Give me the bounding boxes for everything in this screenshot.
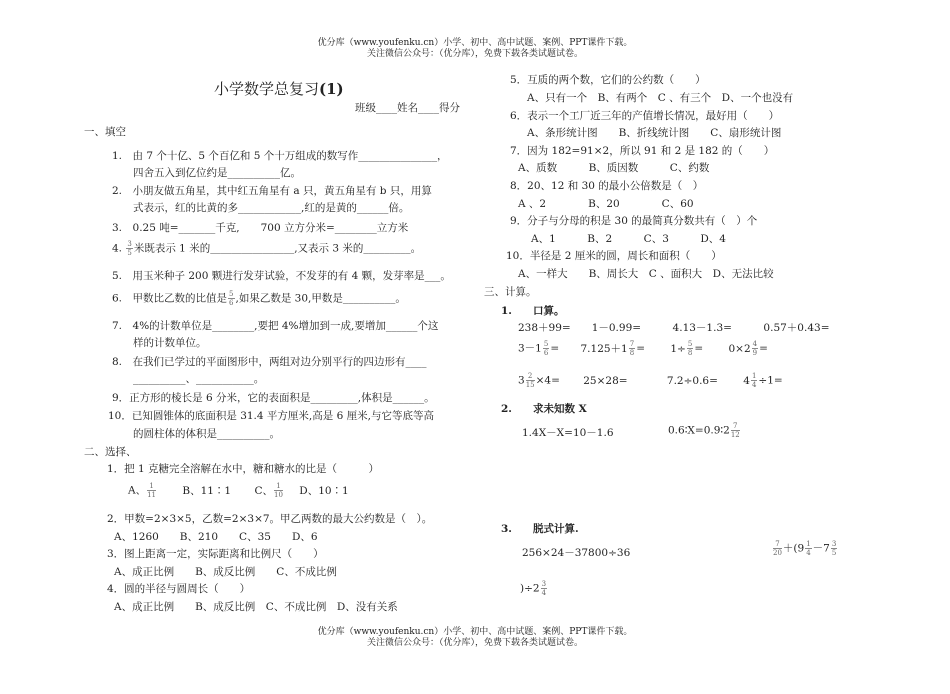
fraction-numerator: 3 — [831, 540, 837, 548]
fill-q8-line1: 8. 在我们已学过的平面图形中，两组对边分别平行的四边形有____ — [112, 356, 427, 368]
fill-q4-fraction — [126, 240, 132, 257]
calc-e2-text-1: ＋(9 — [782, 542, 805, 555]
calc-r3d-whole: 4 — [743, 374, 750, 387]
calc-e2-text-2: －7 — [812, 542, 830, 555]
calc-unknown-heading: 2. 求未知数 X — [501, 403, 587, 415]
calc-equation-1: 1.4X－X=10－1.6 — [522, 427, 614, 439]
fill-q3: 3. 0.25 吨=_______千克, 700 立方分米=________立方米 — [112, 222, 409, 234]
fraction-denominator: 4 — [806, 549, 811, 557]
calc-r2d-equals: = — [759, 342, 768, 355]
fraction-numerator: 7 — [773, 540, 782, 549]
fraction-numerator: 5 — [229, 290, 234, 298]
fill-q5: 5. 用玉米种子 200 颗进行发芽试验，不发芽的有 4 颗，发芽率是___。 — [112, 270, 451, 282]
student-info-line: 班级____姓名____得分 — [355, 102, 460, 114]
fraction-denominator: 6 — [543, 349, 549, 357]
choice-q5: 5．互质的两个数，它们的公约数（ ） — [510, 74, 706, 86]
fraction-denominator: 11 — [147, 491, 157, 499]
calc-r2b-fraction — [629, 340, 635, 357]
choice-q10-options: A、一样大 B、周长大 C 、面积大 D、无法比较 — [518, 268, 774, 280]
fraction-numerator: 3 — [127, 240, 132, 248]
choice-q1-option-c-label: C、 — [254, 484, 274, 497]
choice-q1: 1．把 1 克糖完全溶解在水中，糖和糖水的比是（ ） — [107, 463, 380, 475]
fraction-numerator: 7 — [629, 340, 635, 348]
choice-q6: 6．表示一个工厂近三年的产值增长情况，最好用（ ） — [510, 110, 780, 122]
calc-r3a-rest: ×4= — [535, 374, 560, 387]
calc-r2c-fraction — [687, 340, 693, 357]
header-line-2: 关注微信公众号：（优分库），免费下载各类试题试卷。 — [366, 49, 583, 59]
fraction-numerator: 5 — [687, 340, 693, 348]
fill-q6-text-post: ,如果乙数是 30,甲数是__________。 — [235, 292, 406, 305]
fill-q6 — [112, 290, 406, 307]
fill-q4 — [112, 240, 421, 257]
fraction-numerator: 1 — [806, 540, 811, 548]
choice-q10: 10．半径是 2 厘米的圆，周长和面积（ ） — [506, 250, 722, 262]
calc-r2d-whole: 0×2 — [728, 342, 751, 355]
title-number: (1) — [319, 80, 344, 98]
fill-q7-line1: 7. 4%的计数单位是________,要把 4%增加到一成,要增加______个这 — [112, 320, 439, 332]
choice-q8-options: A 、2 B、20 C、60 — [518, 198, 694, 210]
fill-q6-text-pre: 6. 甲数比乙数的比值是 — [112, 292, 228, 305]
calc-e2-fraction-3 — [831, 540, 837, 557]
fraction-denominator: 6 — [229, 299, 234, 307]
header-line-1: 优分库（www.youfenku.cn）小学、初中、高中试题、案例、PPT课件下载。 — [317, 38, 633, 48]
choice-q2-options: A、1260 B、210 C、35 D、6 — [114, 531, 318, 543]
section-choice-heading: 二、选择、 — [84, 446, 137, 458]
choice-q9: 9．分子与分母的积是 30 的最简真分数共有（ ）个 — [510, 215, 758, 227]
choice-q5-options: A、只有一个 B、有两个 C 、有三个 D、一个也没有 — [527, 92, 794, 104]
fraction-numerator: 7 — [731, 422, 740, 431]
choice-q1-option-d: D、10∶1 — [299, 484, 349, 497]
footer-line-1: 优分库（www.youfenku.cn）小学、初中、高中试题、案例、PPT课件下载。 — [317, 627, 633, 637]
calc-expression-2-cont — [520, 580, 548, 597]
fill-q1-line2: 四舍五入到亿位约是__________亿。 — [133, 167, 301, 179]
fill-q2-line1: 2. 小朋友做五角星，其中红五角星有 a 只，黄五角星有 b 只，用算 — [112, 185, 432, 197]
fraction-numerator: 1 — [274, 482, 283, 491]
fraction-denominator: 4 — [751, 381, 757, 389]
fraction-numerator: 5 — [543, 340, 549, 348]
fill-q4-text: 米既表示 1 米的________________,又表示 3 米的_________。 — [133, 242, 422, 255]
calc-row-1: 238＋99= 1－0.99= 4.13－1.3= 0.57＋0.43= — [518, 322, 830, 334]
fraction-denominator: 5 — [127, 249, 132, 257]
choice-q9-options: A、1 B、2 C、3 D、4 — [531, 233, 726, 245]
fraction-numerator: 4 — [752, 340, 758, 348]
fill-q1-line1: 1. 由 7 个十亿、5 个百亿和 5 个十万组成的数写作_______________， — [112, 150, 448, 162]
choice-q1-option-b: B、11∶1 — [182, 484, 232, 497]
choice-q4: 4．圆的半径与圆周长（ ） — [107, 583, 251, 595]
calc-r2b-equals: = — [636, 342, 646, 355]
fraction-denominator: 5 — [831, 549, 837, 557]
calc-e3-fraction — [541, 580, 547, 597]
fraction-numerator: 2 — [526, 372, 535, 381]
calc-r3c: 7.2÷0.6= — [666, 374, 718, 387]
fill-q6-fraction — [228, 290, 234, 307]
choice-q1-option-a-fraction — [147, 482, 156, 499]
fraction-denominator: 15 — [525, 381, 535, 389]
fill-q10-line2: 的圆柱体的体积是__________。 — [133, 428, 280, 440]
choice-q2: 2．甲数=2×3×5，乙数=2×3×7。甲乙两数的最大公约数是（ ）。 — [107, 513, 433, 525]
fraction-denominator: 20 — [773, 549, 782, 557]
fraction-numerator: 1 — [147, 482, 156, 491]
choice-q1-option-a-label: A、 — [128, 484, 147, 497]
calc-r2b-whole: 7.125＋1 — [580, 342, 628, 355]
calc-r3d-fraction — [751, 372, 757, 389]
calc-e2-fraction-2 — [805, 540, 811, 557]
fill-q4-number: 4. — [112, 242, 123, 255]
choice-q3: 3．图上距离一定，实际距离和比例尺（ ） — [107, 548, 324, 560]
choice-q4-options: A、成正比例 B、成反比例 C、不成比例 D、没有关系 — [114, 601, 398, 613]
choice-q8: 8．20、12 和 30 的最小公倍数是（ ） — [510, 180, 704, 192]
fraction-denominator: 12 — [730, 431, 740, 439]
calc-r3a-fraction — [526, 372, 535, 389]
choice-q1-options — [128, 482, 349, 499]
choice-q6-options: A、条形统计图 B、折线统计图 C、扇形统计图 — [527, 127, 782, 139]
calc-r2a-fraction — [543, 340, 549, 357]
calc-r2a-whole: 3－1 — [518, 342, 542, 355]
fraction-denominator: 8 — [687, 349, 693, 357]
calc-expression-heading: 3. 脱式计算. — [501, 523, 579, 535]
fraction-denominator: 10 — [274, 491, 283, 499]
calc-equation-2 — [668, 422, 741, 439]
calc-e2-fraction-1 — [773, 540, 782, 557]
choice-q1-option-c-fraction — [274, 482, 283, 499]
calc-row-2 — [518, 340, 768, 357]
fraction-numerator: 3 — [541, 580, 547, 588]
calc-r2c-equals: = — [694, 342, 704, 355]
calc-r3b: 25×28= — [583, 374, 628, 387]
calc-r2c-whole: 1÷ — [670, 342, 686, 355]
fraction-denominator: 8 — [629, 349, 635, 357]
calc-row-3 — [518, 372, 783, 389]
fill-q9: 9．正方形的棱长是 6 分米，它的表面积是_________,体积是______。 — [112, 392, 435, 404]
section-fill-heading: 一、填空 — [84, 126, 126, 138]
calc-r3a-whole: 3 — [518, 374, 525, 387]
title-text: 小学数学总复习 — [214, 80, 320, 98]
fraction-denominator: 4 — [541, 589, 547, 597]
fraction-numerator: 1 — [751, 372, 757, 380]
fraction-denominator: 9 — [752, 349, 758, 357]
calc-eq2-text: 0.6∶X=0.9∶2 — [668, 424, 730, 437]
section-calc-heading: 三、计算。 — [484, 286, 537, 298]
fill-q7-line2: 样的计数单位。 — [133, 337, 207, 349]
calc-expression-1: 256×24－37800÷36 — [522, 547, 631, 559]
calc-r2d-fraction — [752, 340, 758, 357]
fill-q10-line1: 10．已知圆锥体的底面积是 31.4 平方厘米,高是 6 厘米,与它等底等高 — [108, 410, 434, 422]
choice-q3-options: A、成正比例 B、成反比例 C、不成比例 — [114, 566, 337, 578]
choice-q7: 7．因为 182=91×2，所以 91 和 2 是 182 的（ ） — [510, 145, 775, 157]
choice-q7-options: A、质数 B、质因数 C、约数 — [518, 162, 710, 174]
fill-q8-line2: __________、___________。 — [133, 373, 265, 385]
calc-r3d-rest: ÷1= — [758, 374, 783, 387]
page-title — [214, 78, 344, 99]
calc-eq2-fraction — [731, 422, 740, 439]
calc-mental-heading: 1. 口算。 — [501, 305, 565, 317]
footer-line-2: 关注微信公众号：（优分库），免费下载各类试题试卷。 — [366, 638, 583, 648]
calc-e3-text: )÷2 — [520, 582, 540, 595]
fill-q2-line2: 式表示，红的比黄的多____________,红的是黄的______倍。 — [133, 202, 410, 214]
calc-r2a-equals: = — [550, 342, 560, 355]
calc-expression-2 — [772, 540, 838, 557]
